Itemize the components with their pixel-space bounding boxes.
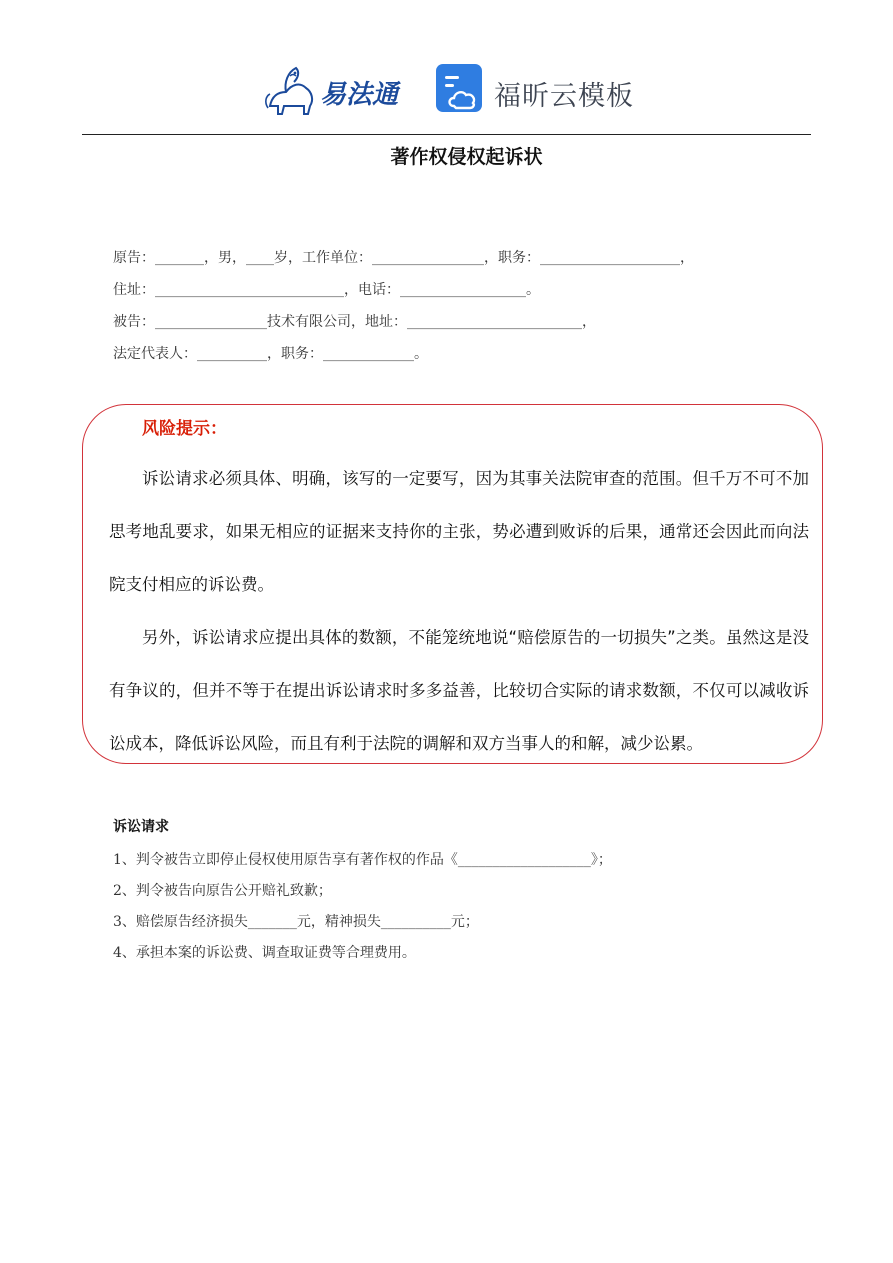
header-divider bbox=[82, 134, 811, 135]
claim-item: 4、承担本案的诉讼费、调查取证费等合理费用。 bbox=[113, 945, 416, 961]
cloud-document-icon bbox=[436, 64, 486, 116]
risk-paragraph: 另外，诉讼请求应提出具体的数额，不能笼统地说“赔偿原告的一切损失”之类。虽然这是没有争议的，但并不等于在提出诉讼请求时多多益善，比较切合实际的请求数额，不仅可以减收诉讼成本，降低诉讼风险，而且有利于法院的调解和双方当事人的和解，减少讼累。 bbox=[109, 628, 809, 753]
plaintiff-line: 原告：_______，男，____岁，工作单位：________________，职务：____________________， bbox=[113, 250, 694, 266]
address-line: 住址：___________________________，电话：__________________。 bbox=[113, 282, 540, 298]
legal-representative-line: 法定代表人：__________，职务：_____________。 bbox=[113, 346, 428, 362]
risk-warning-title: 风险提示： bbox=[142, 419, 227, 439]
yifatong-logo bbox=[262, 62, 412, 118]
risk-paragraph: 诉讼请求必须具体、明确，该写的一定要写，因为其事关法院审查的范围。但千万不可不加思考地乱要求，如果无相应的证据来支持你的主张，势必遭到败诉的后果，通常还会因此而向法院支付相应的诉讼费。 bbox=[109, 469, 809, 594]
document-title: 著作权侵权起诉状 bbox=[390, 146, 543, 168]
claim-item: 1、判令被告立即停止侵权使用原告享有著作权的作品《___________________》； bbox=[113, 852, 612, 868]
defendant-line: 被告：________________技术有限公司，地址：_________________________， bbox=[113, 314, 596, 330]
header bbox=[0, 58, 893, 122]
yifatong-logo-text: 易法通 bbox=[320, 80, 399, 110]
foxit-template-logo bbox=[436, 62, 636, 118]
claim-item: 3、赔偿原告经济损失_______元，精神损失__________元； bbox=[113, 914, 479, 930]
qilin-icon bbox=[262, 62, 320, 118]
claims-heading: 诉讼请求 bbox=[113, 819, 169, 835]
claim-item: 2、判令被告向原告公开赔礼致歉； bbox=[113, 883, 332, 899]
foxit-template-logo-text: 福昕云模板 bbox=[494, 81, 634, 112]
